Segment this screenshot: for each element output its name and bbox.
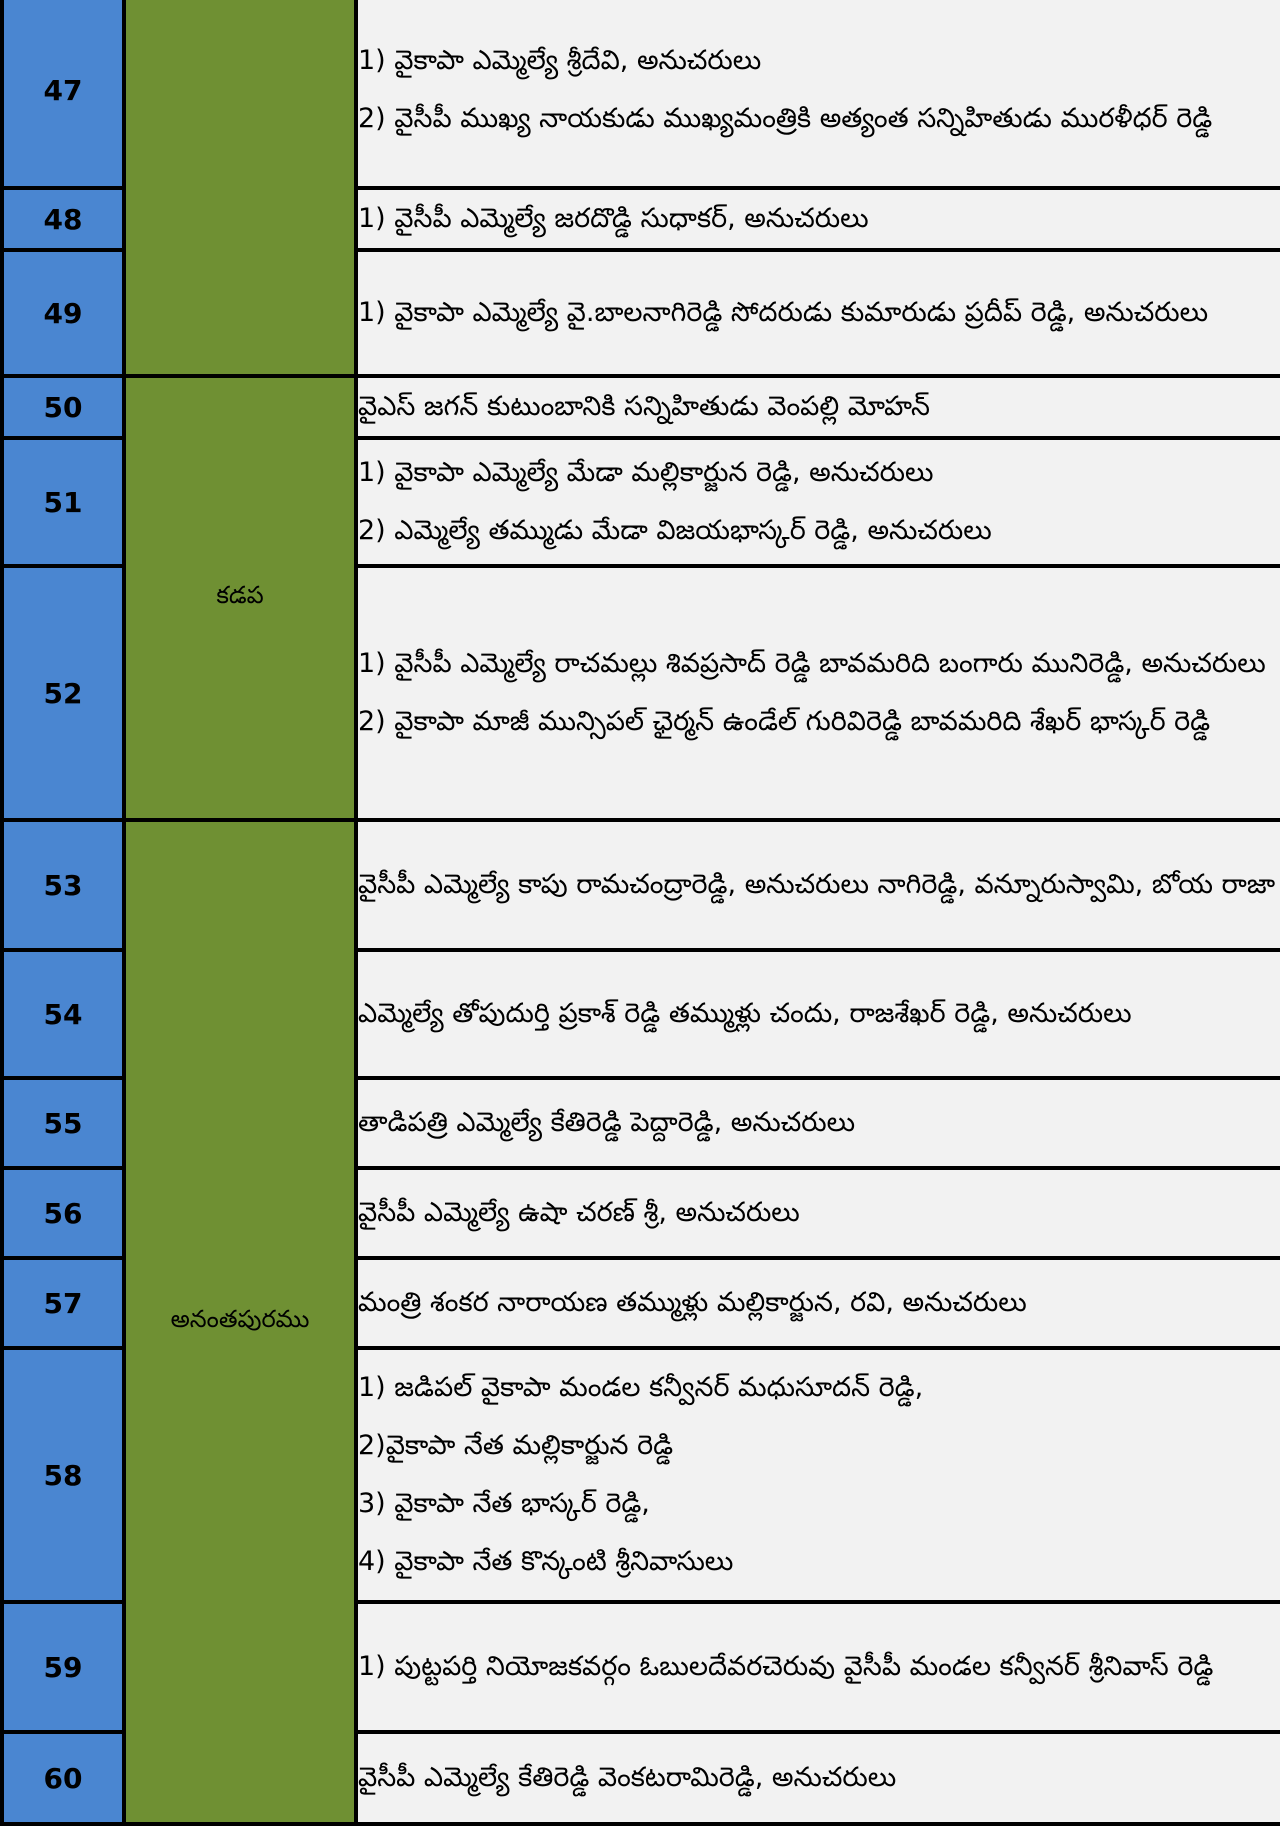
- description-line: 2) ఎమ్మెల్యే తమ్ముడు మేడా విజయభాస్కర్ రెడ్డి, అనుచరులు: [358, 515, 992, 546]
- district-cell: [124, 0, 356, 376]
- row-number: 59: [2, 1602, 124, 1732]
- row-number: 57: [2, 1258, 124, 1348]
- description-cell: [356, 250, 1280, 376]
- description-cell: [356, 1732, 1280, 1824]
- description-cell: [356, 1168, 1280, 1258]
- table-row: [2, 0, 1280, 188]
- description-line: వైసీపీ ఎమ్మెల్యే కాపు రామచంద్రారెడ్డి, అనుచరులు నాగిరెడ్డి, వన్నూరుస్వామి, బోయ రాజా: [358, 869, 1276, 900]
- description-cell: [356, 950, 1280, 1078]
- description-line: 3) వైకాపా నేత భాస్కర్ రెడ్డి,: [358, 1488, 650, 1519]
- description-line: 1) వైసీపీ ఎమ్మెల్యే రాచమల్లు శివప్రసాద్ రెడ్డి బావమరిది బంగారు మునిరెడ్డి, అనుచరులు: [358, 648, 1266, 679]
- description-line: 1) పుట్టపర్తి నియోజకవర్గం ఓబులదేవరచెరువు వైసీపీ మండల కన్వీనర్ శ్రీనివాస్ రెడ్డి: [358, 1651, 1214, 1682]
- description-cell: [356, 188, 1280, 250]
- description-cell: [356, 1348, 1280, 1602]
- description-cell: [356, 438, 1280, 566]
- description-line: 2) వైసీపీ ముఖ్య నాయకుడు ముఖ్యమంత్రికి అత్యంత సన్నిహితుడు మురళీధర్ రెడ్డి: [358, 103, 1213, 134]
- row-number: 49: [2, 250, 124, 376]
- description-line: 1) వైకాపా ఎమ్మెల్యే శ్రీదేవి, అనుచరులు: [358, 45, 762, 76]
- description-line: 2)వైకాపా నేత మల్లికార్జున రెడ్డి: [358, 1430, 674, 1461]
- row-number: 54: [2, 950, 124, 1078]
- description-line: 2) వైకాపా మాజీ మున్సిపల్ ఛైర్మన్ ఉండేల్ గురివిరెడ్డి బావమరిది శేఖర్ భాస్కర్ రెడ్డి: [358, 706, 1211, 737]
- description-line: తాడిపత్రి ఎమ్మెల్యే కేతిరెడ్డి పెద్దారెడ్డి, అనుచరులు: [358, 1107, 856, 1138]
- row-number: 55: [2, 1078, 124, 1168]
- description-line: 1) జడిపల్ వైకాపా మండల కన్వీనర్ మధుసూదన్ రెడ్డి,: [358, 1372, 924, 1403]
- description-line: 1) వైకాపా ఎమ్మెల్యే వై.బాలనాగిరెడ్డి సోదరుడు కుమారుడు ప్రదీప్ రెడ్డి, అనుచరులు: [358, 297, 1209, 328]
- description-cell: [356, 820, 1280, 950]
- row-number: 58: [2, 1348, 124, 1602]
- description-line: 1) వైకాపా ఎమ్మెల్యే మేడా మల్లికార్జున రెడ్డి, అనుచరులు: [358, 457, 934, 488]
- description-cell: [356, 1078, 1280, 1168]
- row-number: 50: [2, 376, 124, 438]
- row-number: 60: [2, 1732, 124, 1824]
- row-number: 51: [2, 438, 124, 566]
- description-cell: [356, 1258, 1280, 1348]
- description-line: మంత్రి శంకర నారాయణ తమ్ముళ్లు మల్లికార్జున, రవి, అనుచరులు: [358, 1287, 1027, 1318]
- description-cell: [356, 1602, 1280, 1732]
- row-number: 47: [2, 0, 124, 188]
- row-number: 48: [2, 188, 124, 250]
- table-row: [2, 376, 1280, 438]
- description-cell: [356, 0, 1280, 188]
- description-cell: [356, 566, 1280, 820]
- description-cell: [356, 376, 1280, 438]
- district-cell: కడప: [124, 376, 356, 820]
- row-number: 52: [2, 566, 124, 820]
- description-line: ఎమ్మెల్యే తోపుదుర్తి ప్రకాశ్ రెడ్డి తమ్ముళ్లు చందు, రాజశేఖర్ రెడ్డి, అనుచరులు: [358, 998, 1132, 1029]
- description-line: 4) వైకాపా నేత కొన్కంటి శ్రీనివాసులు: [358, 1546, 734, 1577]
- row-number: 56: [2, 1168, 124, 1258]
- description-line: వైసీపీ ఎమ్మెల్యే ఉషా చరణ్ శ్రీ, అనుచరులు: [358, 1197, 800, 1228]
- description-line: వైఎస్ జగన్ కుటుంబానికి సన్నిహితుడు వెంపల్లి మోహన్: [358, 391, 930, 422]
- description-line: 1) వైసీపీ ఎమ్మెల్యే జరదొడ్డి సుధాకర్, అనుచరులు: [358, 203, 869, 234]
- row-number: 53: [2, 820, 124, 950]
- table-row: [2, 820, 1280, 950]
- district-cell: అనంతపురము: [124, 820, 356, 1824]
- description-line: వైసీపీ ఎమ్మెల్యే కేతిరెడ్డి వెంకటరామిరెడ్డి, అనుచరులు: [358, 1762, 897, 1793]
